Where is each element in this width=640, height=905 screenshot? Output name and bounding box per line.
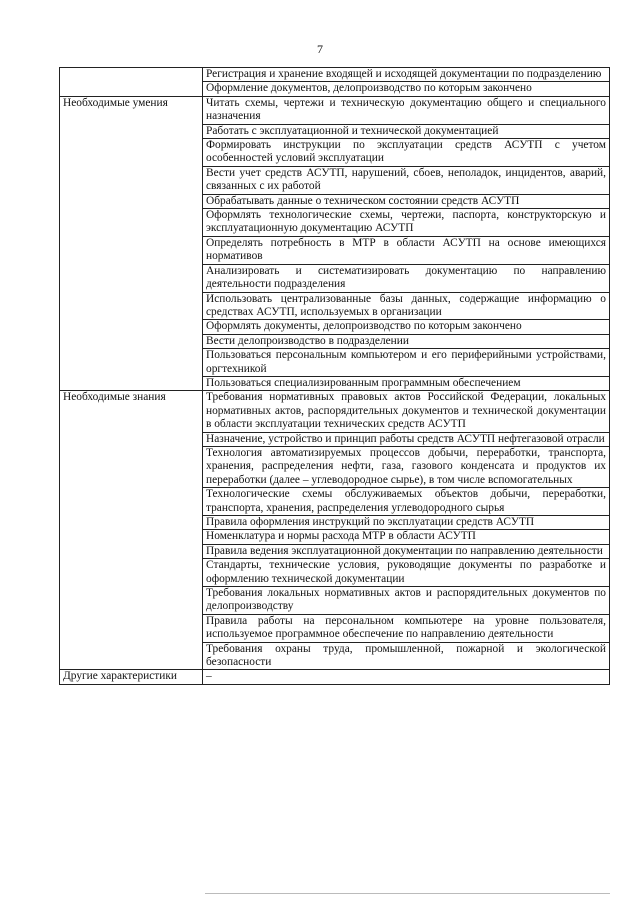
requirement-item: Стандарты, технические условия, руководящие документы по разработке и оформлению технической документации: [203, 559, 610, 587]
requirement-item: Требования охраны труда, промышленной, пожарной и экологической безопасности: [203, 642, 610, 670]
requirement-item: Технологические схемы обслуживаемых объектов добычи, переработки, транспорта, хранения, распределения углеводородного сырья: [203, 488, 610, 516]
table-row: [60, 68, 610, 82]
requirement-item: Обрабатывать данные о техническом состоянии средств АСУТП: [203, 194, 610, 208]
requirement-item: Номенклатура и нормы расхода МТР в области АСУТП: [203, 530, 610, 544]
requirement-item: Оформлять документы, делопроизводство по которым закончено: [203, 320, 610, 334]
requirement-item: Правила ведения эксплуатационной документации по направлению деятельности: [203, 544, 610, 558]
requirement-item: Вести делопроизводство в подразделении: [203, 334, 610, 348]
requirement-item: Вести учет средств АСУТП, нарушений, сбоев, неполадок, инцидентов, аварий, связанных с их работой: [203, 166, 610, 194]
section-label: [60, 68, 203, 97]
requirement-item: Правила оформления инструкций по эксплуатации средств АСУТП: [203, 516, 610, 530]
requirement-item: Регистрация и хранение входящей и исходящей документации по подразделению: [203, 68, 610, 82]
section-label: Другие характеристики: [60, 670, 203, 684]
requirement-item: Требования локальных нормативных актов и распорядительных документов по делопроизводству: [203, 587, 610, 615]
requirement-item: Формировать инструкции по эксплуатации средств АСУТП с учетом особенностей условий эксплуатации: [203, 139, 610, 167]
requirement-item: Использовать централизованные базы данных, содержащие информацию о средствах АСУТП, используемых в организации: [203, 292, 610, 320]
requirement-item: Назначение, устройство и принцип работы средств АСУТП нефтегазовой отрасли: [203, 432, 610, 446]
requirement-item: Определять потребность в МТР в области АСУТП на основе имеющихся нормативов: [203, 236, 610, 264]
requirement-item: Читать схемы, чертежи и техническую документацию общего и специального назначения: [203, 96, 610, 124]
requirement-item: Анализировать и систематизировать документацию по направлению деятельности подразделения: [203, 264, 610, 292]
requirement-item: Пользоваться специализированным программным обеспечением: [203, 376, 610, 390]
characteristics-table: [59, 67, 610, 685]
page-bottom-line: [205, 893, 610, 894]
section-label: Необходимые умения: [60, 96, 203, 391]
requirement-item: Оформлять технологические схемы, чертежи, паспорта, конструкторскую и эксплуатационную документацию АСУТП: [203, 209, 610, 237]
requirement-item: Пользоваться персональным компьютером и его периферийными устройствами, оргтехникой: [203, 349, 610, 377]
requirement-item: Требования нормативных правовых актов Российской Федерации, локальных нормативных актов, распорядительных документов и технической документации в области эксплуатации технических средств АСУТП: [203, 391, 610, 432]
table-row: [60, 391, 610, 432]
page-number: 7: [317, 42, 323, 56]
requirement-item: Правила работы на персональном компьютере на уровне пользователя, используемое программное обеспечение по направлению деятельности: [203, 614, 610, 642]
table-row: [60, 96, 610, 124]
requirement-item: –: [203, 670, 610, 684]
table-row: [60, 670, 610, 684]
requirement-item: Технология автоматизируемых процессов добычи, переработки, транспорта, хранения, распределения нефти, газа, газового конденсата и продуктов их переработки (далее – углеводородное сырье), в том числе вспомогательных: [203, 446, 610, 487]
requirement-item: Оформление документов, делопроизводство по которым закончено: [203, 82, 610, 96]
characteristics-table-body: [60, 68, 610, 685]
section-label: Необходимые знания: [60, 391, 203, 670]
requirement-item: Работать с эксплуатационной и технической документацией: [203, 124, 610, 138]
